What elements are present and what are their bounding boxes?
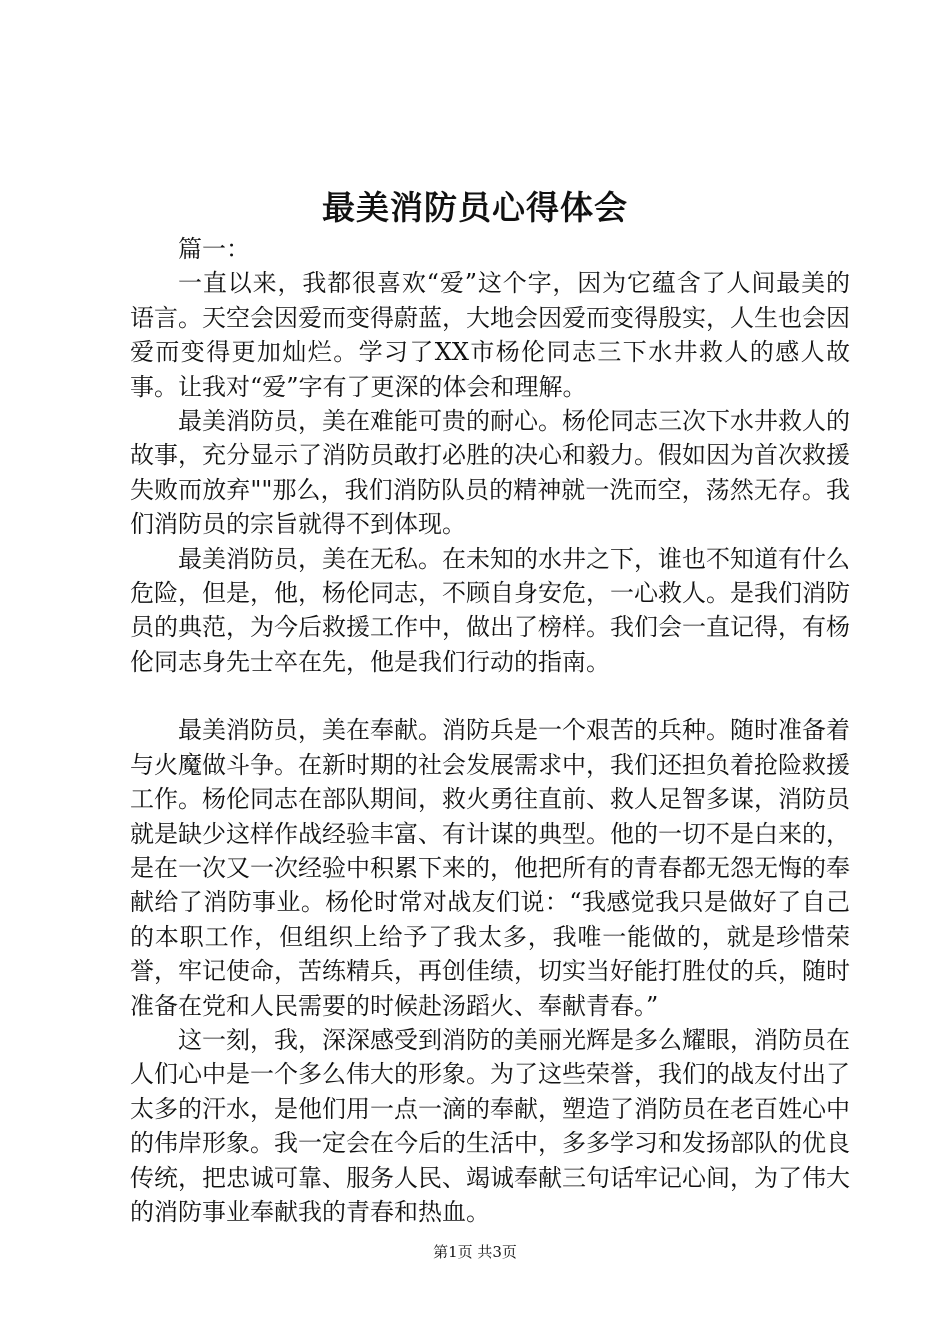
paragraph-spacer — [130, 679, 850, 713]
section-label: 篇一： — [178, 235, 250, 263]
page-number-footer: 第1页 共3页 — [433, 1243, 517, 1261]
paragraph-4: 最美消防员，美在奉献。消防兵是一个艰苦的兵种。随时准备着与火魔做斗争。在新时期的社会发展需求中，我们还担负着抢险救援工作。杨伦同志在部队期间，救火勇往直前、救人足智多谋，消防员就是缺少这样作战经验丰富、有计谋的典型。他的一切不是白来的，是在一次又一次经验中积累下来的，他把所有的青春都无怨无悔的奉献给了消防事业。杨伦时常对战友们说：“我感觉我只是做好了自己的本职工作，但组织上给予了我太多，我唯一能做的，就是珍惜荣誉，牢记使命，苦练精兵，再创佳绩，切实当好能打胜仗的兵，随时准备在党和人民需要的时候赴汤蹈火、奉献青春。” — [130, 716, 850, 1020]
paragraph-3: 最美消防员，美在无私。在未知的水井之下，谁也不知道有什么危险，但是，他，杨伦同志，不顾自身安危，一心救人。是我们消防员的典范，为今后救援工作中，做出了榜样。我们会一直记得，有杨伦同志身先士卒在先，他是我们行动的指南。 — [130, 544, 850, 676]
paragraph-5: 这一刻，我，深深感受到消防的美丽光辉是多么耀眼，消防员在人们心中是一个多么伟大的形象。为了这些荣誉，我们的战友付出了太多的汗水，是他们用一点一滴的奉献，塑造了消防员在老百姓心中的伟岸形象。我一定会在今后的生活中，多多学习和发扬部队的优良传统，把忠诚可靠、服务人民、竭诚奉献三句话牢记心间，为了伟大的消防事业奉献我的青春和热血。 — [130, 1025, 850, 1226]
document-title: 最美消防员心得体会 — [322, 188, 628, 227]
document-body — [130, 232, 850, 1229]
paragraph-2: 最美消防员，美在难能可贵的耐心。杨伦同志三次下水井救人的故事，充分显示了消防员敢打必胜的决心和毅力。假如因为首次救援失败而放弃""那么，我们消防队员的精神就一洗而空，荡然无存。我们消防员的宗旨就得不到体现。 — [130, 407, 850, 539]
paragraph-1: 一直以来，我都很喜欢“爱”这个字，因为它蕴含了人间最美的语言。天空会因爱而变得蔚蓝，大地会因爱而变得殷实，人生也会因爱而变得更加灿烂。学习了XX市杨伦同志三下水井救人的感人故事。让我对“爱”字有了更深的体会和理解。 — [130, 269, 850, 401]
